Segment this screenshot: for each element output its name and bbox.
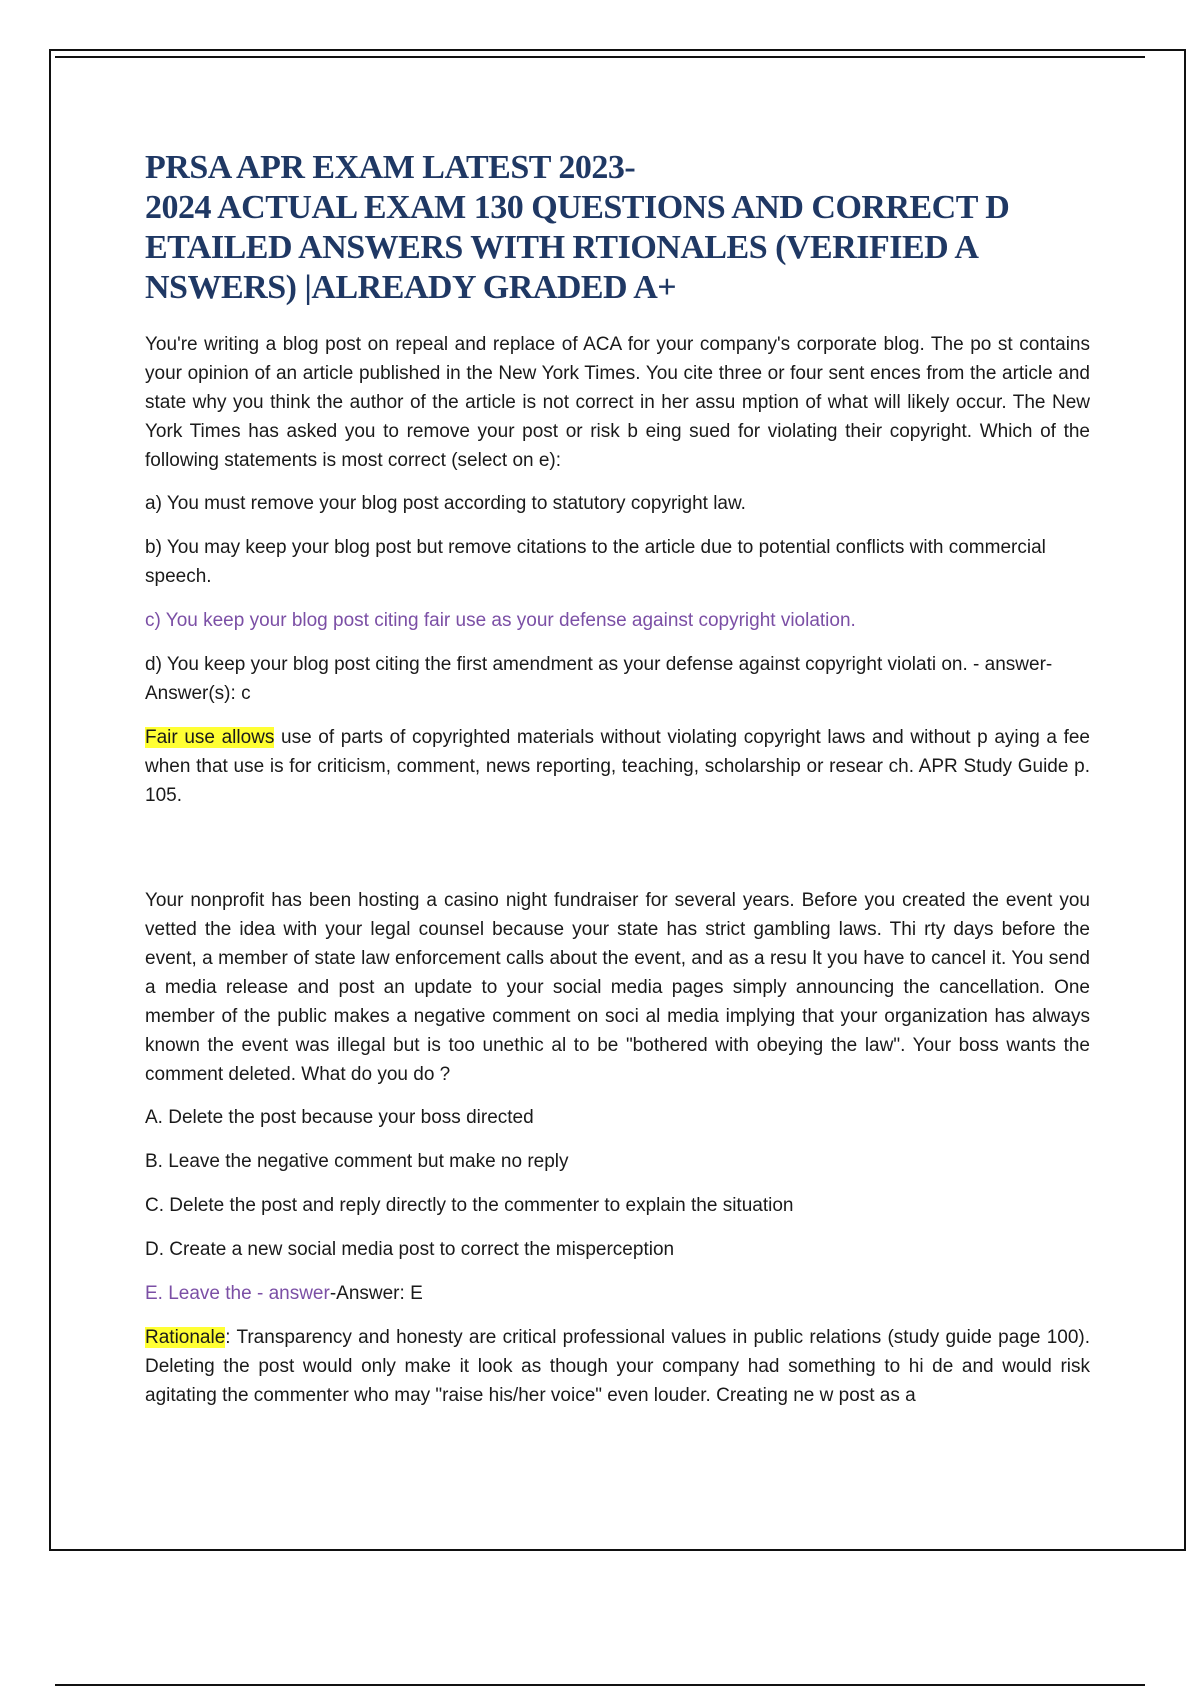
- top-divider: [55, 56, 1145, 58]
- question-1-option-b: b) You may keep your blog post but remove citations to the article due to potential conflicts with commercial speech.: [145, 537, 1046, 587]
- title-line: ETAILED ANSWERS WITH RTIONALES (VERIFIED A: [145, 229, 979, 266]
- question-2-option-b: B. Leave the negative comment but make no reply: [145, 1151, 569, 1172]
- title-line: 2024 ACTUAL EXAM 130 QUESTIONS AND CORRECT D: [145, 189, 1010, 226]
- question-2-option-d: D. Create a new social media post to correct the misperception: [145, 1239, 675, 1260]
- question-2-option-a: A. Delete the post because your boss directed: [145, 1107, 534, 1128]
- answer-option-e: E. Leave the - answer: [145, 1283, 330, 1304]
- question-1-option-d: d) You keep your blog post citing the first amendment as your defense against copyright violati on. - answer-Answer(s): c: [145, 654, 1053, 704]
- highlighted-text: Rationale: [145, 1327, 226, 1348]
- rationale-text: : Transparency and honesty are critical professional values in public relations (study guide page 100). Deleting the post would only make it look as though your company had something to hi de and would risk agitating the commenter who may "raise his/her voice" even louder. Creating ne w post as a: [145, 1327, 1090, 1406]
- question-1-text: You're writing a blog post on repeal and replace of ACA for your company's corporate blog. The po st contains your opinion of an article published in the New York Times. You cite three or four sent ences from the article and state why you think the author of the article is not correct in her assu mption of what will likely occur. The New York Times has asked you to remove your post or risk b eing sued for violating their copyright. Which of the following statements is most correct (select on e):: [145, 334, 1090, 471]
- question-1-option-a: a) You must remove your blog post according to statutory copyright law.: [145, 493, 746, 514]
- title-line: NSWERS) |ALREADY GRADED A+: [145, 269, 677, 306]
- question-2-text: Your nonprofit has been hosting a casino night fundraiser for several years. Before you created the event you vetted the idea with your legal counsel because your state has strict gambling laws. Thi rty days before the event, a member of state law enforcement calls about the event, and as a resu lt you have to cancel it. You send a media release and post an update to your social media pages simply announcing the cancellation. One member of the public makes a negative comment on soci al media implying that your organization has always known the event was illegal but is too unethic al to be "bothered with obeying the law". Your boss wants the comment deleted. What do you do ?: [145, 890, 1090, 1085]
- answer-text: -Answer: E: [329, 1283, 423, 1304]
- title-line: PRSA APR EXAM LATEST 2023-: [145, 149, 636, 186]
- question-1-rationale: [145, 723, 1090, 810]
- rationale-text: use of parts of copyrighted materials without violating copyright laws and without p aying a fee when that use is for criticism, comment, news reporting, teaching, scholarship or resear ch. APR Study Guide p. 105.: [145, 727, 1090, 806]
- question-2-rationale: [145, 1323, 1090, 1410]
- question-2-answer: [145, 1279, 1090, 1308]
- bottom-divider: [55, 1684, 1145, 1686]
- question-1-option-c: c) You keep your blog post citing fair use as your defense against copyright violation.: [145, 610, 856, 631]
- question-2-option-c: C. Delete the post and reply directly to the commenter to explain the situation: [145, 1195, 794, 1216]
- section-spacer: [145, 824, 1090, 886]
- document-body: [145, 148, 1090, 1424]
- highlighted-text: Fair use allows: [145, 727, 275, 748]
- document-title: [145, 148, 1090, 308]
